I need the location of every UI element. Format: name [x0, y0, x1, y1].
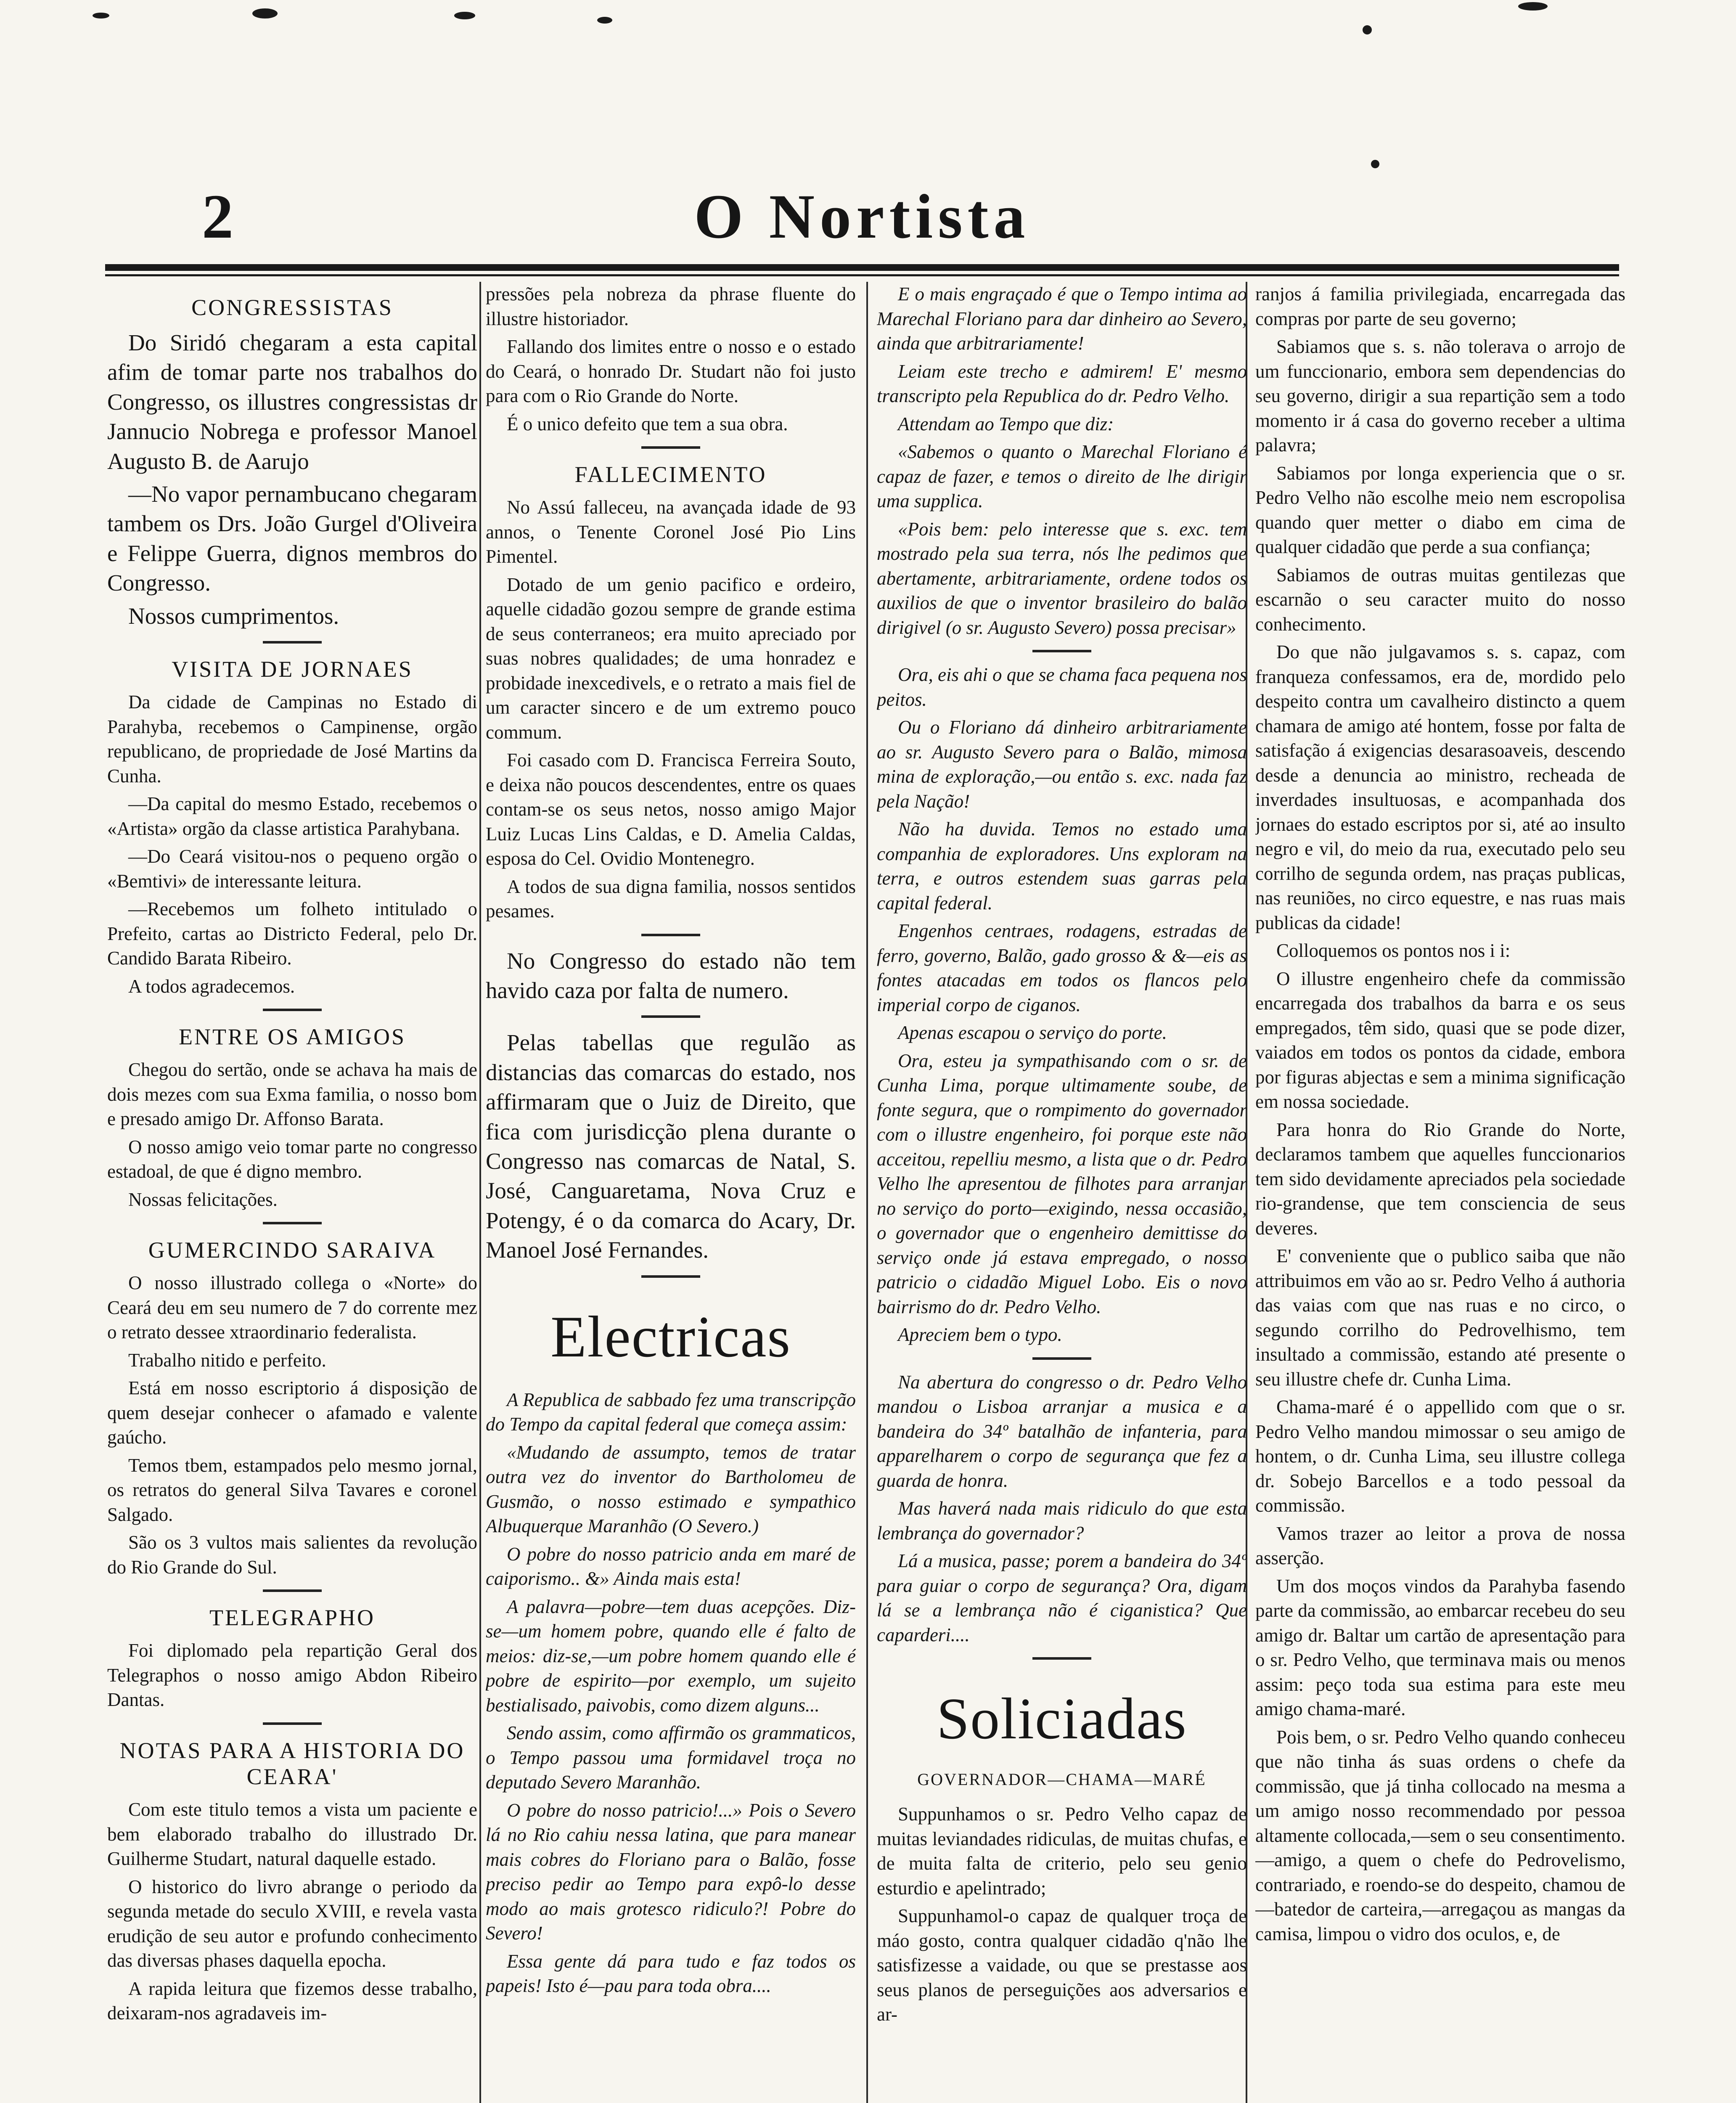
article-paragraph: Mas haverá nada mais ridiculo do que esta lembrança do governador? — [877, 1498, 1247, 1544]
column-4 — [1255, 282, 1625, 2103]
article-paragraph: Chama-maré é o appellido com que o sr. Pedro Velho mandou mimossar o seu amigo de hontem, o dr. Cunha Lima, seu illustre collega dr. Sobejo Barcellos e a todo pessoal da commissão. — [1255, 1396, 1625, 1516]
masthead-rule-thin — [105, 274, 1619, 276]
separator — [1032, 1657, 1091, 1660]
separator — [263, 1722, 322, 1725]
article-paragraph: A todos de sua digna familia, nossos sentidos pesames. — [486, 876, 856, 922]
section-heading-gumercindo: GUMERCINDO SARAIVA — [148, 1237, 437, 1263]
ink-speck — [1363, 25, 1372, 34]
article-paragraph: ranjos á familia privilegiada, encarregada das compras por parte de seu governo; — [1255, 283, 1625, 329]
section-heading-visita: VISITA DE JORNAES — [172, 657, 413, 682]
column-divider — [866, 282, 868, 2103]
article-paragraph: pressões pela nobreza da phrase fluente do illustre historiador. — [486, 283, 856, 329]
article-paragraph: Fallando dos limites entre o nosso e o estado do Ceará, o honrado Dr. Studart não foi justo para com o Rio Grande do Norte. — [486, 336, 856, 406]
article-paragraph: Suppunhamos o sr. Pedro Velho capaz de muitas leviandades ridiculas, de muitas chufas, e de muita falta de criterio, pelo seu genio esturdio e apelintrado; — [877, 1804, 1247, 1899]
masthead — [105, 182, 1619, 261]
article-paragraph: Ora, eis ahi o que se chama faca pequena nos peitos. — [877, 664, 1247, 710]
article-paragraph: O pobre do nosso patricio anda em maré de caiporismo.. &» Ainda mais esta! — [486, 1543, 856, 1589]
section-heading-notas: NOTAS PARA A HISTORIA DO CEARA' — [119, 1737, 465, 1789]
ink-speck — [597, 17, 612, 24]
article-paragraph: Está em nosso escriptorio á disposição de quem desejar conhecer o afamado e valente gaúcho. — [107, 1377, 477, 1448]
article-paragraph: Sabiamos que s. s. não tolerava o arrojo de um funccionario, embora sem dependencias do seu governo, dirigir a sua repartição sem a todo momento ir á casa do governo receber a ultima palavra; — [1255, 336, 1625, 456]
article-paragraph: No Assú falleceu, na avançada idade de 93 annos, o Tenente Coronel José Pio Lins Pimentel. — [486, 497, 856, 567]
article-paragraph: Suppunhamol-o capaz de qualquer troça de máo gosto, contra qualquer cidadão q'não lhe satisfizesse a vaidade, ou que se prestasse aos seus planos de perseguições aos adversarios e ar- — [877, 1905, 1247, 2025]
section-heading-congressistas: CONGRESSISTAS — [191, 295, 393, 320]
article-paragraph: O nosso amigo veio tomar parte no congresso estadoal, de que é digno membro. — [107, 1136, 477, 1182]
ink-speck — [1371, 160, 1379, 168]
separator — [641, 1015, 700, 1018]
article-paragraph: A todos agradecemos. — [128, 975, 295, 997]
article-paragraph: —Da capital do mesmo Estado, recebemos o «Artista» orgão da classe artistica Parahybana. — [107, 793, 477, 839]
article-paragraph: —Do Ceará visitou-nos o pequeno orgão o «Bemtivi» de interessante leitura. — [107, 846, 477, 892]
ink-speck — [252, 8, 278, 19]
article-paragraph: Com este titulo temos a vista um paciente e bem elaborado trabalho do illustrado Dr. Guilherme Studart, natural daquelle estado. — [107, 1799, 477, 1870]
article-paragraph: A rapida leitura que fizemos desse trabalho, deixaram-nos agradaveis im- — [107, 1978, 477, 2024]
separator — [263, 1589, 322, 1592]
article-paragraph: —No vapor pernambucano chegaram tambem os Drs. João Gurgel d'Oliveira e Felippe Guerra, dignos membros do Congresso. — [107, 481, 477, 596]
separator — [641, 446, 700, 449]
article-paragraph: O nosso illustrado collega o «Norte» do Ceará deu em seu numero de 7 do corrente mez o retrato dessee xtraordinario federalista. — [107, 1272, 477, 1343]
article-paragraph: «Pois bem: pelo interesse que s. exc. tem mostrado pela sua terra, nós lhe pedimos que abertamente, arbitrariamente, ordene todos os auxilios de que o inventor brasileiro do balão dirigivel (o sr. Augusto Severo) possa precisar» — [877, 518, 1247, 638]
section-heading-fallecimento: FALLECIMENTO — [574, 462, 767, 487]
article-paragraph: «Sabemos o quanto o Marechal Floriano é capaz de fazer, e temos o direito de lhe dirigir uma supplica. — [877, 441, 1247, 511]
column-3 — [877, 282, 1247, 2103]
article-paragraph: Sendo assim, como affirmão os grammaticos, o Tempo passou uma formidavel troça no deputado Severo Maranhão. — [486, 1722, 856, 1793]
article-paragraph: Chegou do sertão, onde se achava ha mais de dois mezes com sua Exma familia, o nosso bom e presado amigo Dr. Affonso Barata. — [107, 1059, 477, 1130]
article-paragraph: Vamos trazer ao leitor a prova de nossa asserção. — [1255, 1523, 1625, 1568]
article-paragraph: Temos tbem, estampados pelo mesmo jornal, os retratos do general Silva Tavares e coronel Salgado. — [107, 1454, 477, 1525]
article-paragraph: São os 3 vultos mais salientes da revolução do Rio Grande do Sul. — [107, 1532, 477, 1578]
article-paragraph: E o mais engraçado é que o Tempo intima ao Marechal Floriano para dar dinheiro ao Severo, ainda que arbitrariamente! — [877, 283, 1247, 354]
article-paragraph: Apenas escapou o serviço do porte. — [898, 1022, 1167, 1043]
article-paragraph: Pelas tabellas que regulão as distancias das comarcas do estado, nos affirmaram que o Juiz de Direito, que fica com jurisdicção plena durante o Congresso nas comarcas de Natal, S. José, Canguaretama, Nova Cruz e Potengy, é o da comarca do Acary, Dr. Manoel José Fernandes. — [486, 1030, 856, 1263]
article-paragraph: Sabiamos por longa experiencia que o sr. Pedro Velho não escolhe meio nem escropolisa quando quer metter o diabo em cima de qualquer cidadão que perde a sua confiança; — [1255, 462, 1625, 557]
article-paragraph: Nossos cumprimentos. — [128, 603, 339, 629]
article-paragraph: O pobre do nosso patricio!...» Pois o Severo lá no Rio cahiu nessa latina, que para manear mais cobres do Floriano para o Balão, fosse preciso pedir ao Tempo para expô-lo desse modo ao mais grotesco ridiculo?! Pobre do Severo! — [486, 1799, 856, 1944]
separator — [641, 1275, 700, 1278]
section-heading-telegrapho: TELEGRAPHO — [209, 1605, 375, 1631]
page-number: 2 — [202, 182, 233, 252]
article-paragraph: Um dos moços vindos da Parahyba fasendo parte da commissão, ao embarcar recebeu do seu amigo dr. Baltar um cartão de apresentação para o sr. Pedro Velho, que terminava mais ou menos assim: peço toda sua estima para este meu amigo chama-maré. — [1255, 1575, 1625, 1719]
article-paragraph: Attendam ao Tempo que diz: — [898, 413, 1114, 434]
article-paragraph: Na abertura do congresso o dr. Pedro Velho mandou o Lisboa arranjar a musica e a bandeira do 34º batalhão de infanteria, para apparelharem o corpo de segurança que fez a guarda de honra. — [877, 1371, 1247, 1491]
column-2 — [486, 282, 856, 2103]
separator — [1032, 1357, 1091, 1360]
article-paragraph: Sabiamos de outras muitas gentilezas que escarnão o seu caracter muito do nosso conhecimento. — [1255, 564, 1625, 635]
article-paragraph: O illustre engenheiro chefe da commissão encarregada dos trabalhos da barra e os seus empregados, têm sido, quasi que se pode dizer, vaiados em todos os pontos da cidade, embora por figuras abjectas e sem a minima significação em nossa sociedade. — [1255, 968, 1625, 1112]
separator — [1032, 650, 1091, 652]
article-paragraph: Da cidade de Campinas no Estado di Parahyba, recebemos o Campinense, orgão republicano, de propriedade de José Martins da Cunha. — [107, 691, 477, 787]
article-paragraph: E' conveniente que o publico saiba que não attribuimos em vão ao sr. Pedro Velho á authoria das vaias com que nas ruas e no circo, o segundo corrilho do Pedrovelhismo, tem insultado a commissão, estando até presente o seu illustre chefe dr. Cunha Lima. — [1255, 1245, 1625, 1390]
article-paragraph: Nossas felicitações. — [128, 1189, 278, 1210]
article-paragraph: Não ha duvida. Temos no estado uma companhia de exploradores. Uns exploram na terra, e outros estendem suas garras pela capital federal. — [877, 818, 1247, 914]
article-paragraph: Ou o Floriano dá dinheiro arbitrariamente ao sr. Augusto Severo para o Balão, mimosa mina de exploração,—ou então s. exc. nada faz pela Nação! — [877, 717, 1247, 812]
article-paragraph: Colloquemos os pontos nos i i: — [1276, 940, 1511, 961]
newspaper-title: O Nortista — [694, 182, 1030, 252]
article-paragraph: —Recebemos um folheto intitulado o Prefeito, cartas ao Districto Federal, pelo Dr. Candido Barata Ribeiro. — [107, 898, 477, 969]
article-paragraph: Trabalho nitido e perfeito. — [128, 1349, 326, 1371]
article-paragraph: Para honra do Rio Grande do Norte, declaramos tambem que aquelles funccionarios tem sido devidamente apreciados pela sociedade rio-grandense, que tem consciencia de seus deveres. — [1255, 1119, 1625, 1239]
article-paragraph: Foi casado com D. Francisca Ferreira Souto, e deixa não poucos descendentes, entre os quaes contam-se os seus netos, nosso amigo Major Luiz Lucas Lins Caldas, e D. Amelia Caldas, esposa do Cel. Ovidio Montenegro. — [486, 750, 856, 869]
article-paragraph: A palavra—pobre—tem duas acepções. Diz-se—um homem pobre, quando elle é falto de meios: diz-se,—um pobre homem quando elle é pobre de espirito—por exemplo, um sujeito bestialisado, paivobis, como dizem alguns... — [486, 1596, 856, 1716]
article-paragraph: A Republica de sabbado fez uma transcripção do Tempo da capital federal que começa assim: — [486, 1389, 856, 1435]
ink-speck — [454, 12, 475, 19]
article-paragraph: Do Siridó chegaram a esta capital afim de tomar parte nos trabalhos do Congresso, os illustres congressistas dr Jannucio Nobrega e professor Manoel Augusto B. de Aarujo — [107, 330, 477, 474]
article-paragraph: Dotado de um genio pacifico e ordeiro, aquelle cidadão gozou sempre de grande estima de seus conterraneos; era muito apreciado por suas nobres qualidades; de uma honradez e probidade inexcedivels, e o retrato a mais fiel de um caracter sincero e de um extremo pouco commum. — [486, 574, 856, 743]
article-paragraph: Ora, esteu ja sympathisando com o sr. de Cunha Lima, porque ultimamente soube, de fonte segura, que o rompimento do governador com o illustre engenheiro, foi porque este não acceitou, repelliu mesmo, a lista que o dr. Pedro Velho lhe apresentou de filhotes para arranjar no serviço do porto—exigindo, nessa occasião, o governador que o engenheiro demittisse do serviço onde já estava empregado, o nosso patricio o cidadão Miguel Lobo. Eis o novo bairrismo do dr. Pedro Velho. — [877, 1050, 1247, 1317]
separator — [263, 1222, 322, 1224]
ink-speck — [1518, 2, 1548, 11]
separator — [263, 1009, 322, 1011]
article-paragraph: Essa gente dá para tudo e faz todos os papeis! Isto é—pau para toda obra.... — [486, 1950, 856, 1996]
article-paragraph: Engenhos centraes, rodagens, estradas de ferro, governo, Balão, gado grosso & &—eis as fontes atacadas em todos os flancos pelo imperial corpo de ciganos. — [877, 920, 1247, 1015]
article-paragraph: Do que não julgavamos s. s. capaz, com franqueza confessamos, era de, mordido pelo despeito contra um cavalheiro distincto a quem chamara de amigo até hontem, fosse por falta de satisfação á exigencias desarasoaveis, descendo desde a denuncia ao ministro, recheada de inverdades insultuosas, e acompanhada dos jornaes do estado escriptos por si, até ao insulto negro e vil, do meio da rua, executado pelo seu corrilho de segunda ordem, nas praças publicas, nas reuniões, no circo equestre, e nas ruas mais publicas da cidade! — [1255, 641, 1625, 933]
section-heading-soliciadas: Soliciadas — [937, 1686, 1187, 1751]
article-paragraph: É o unico defeito que tem a sua obra. — [507, 413, 788, 434]
article-paragraph: O historico do livro abrange o periodo da segunda metade do seculo XVIII, e revela vasta erudição de seu autor e profundo conhecimento das diversas phases daquella epocha. — [107, 1876, 477, 1971]
article-paragraph: Leiam este trecho e admirem! E' mesmo transcripto pela Republica do dr. Pedro Velho. — [877, 360, 1247, 406]
article-paragraph: Pois bem, o sr. Pedro Velho quando conheceu que não tinha ás suas ordens o chefe da commissão, que já tinha collocado na mesma a um amigo nosso recommendado por pessoa altamente collocada,—sem o seu consentimento.—amigo, a quem o chefe do Pedrovelismo, contrariado, e roendo-se do despeito, chamou de—batedor de carteira,—arregaçou as mangas da camisa, limpou o vidro dos oculos, e, de — [1255, 1726, 1625, 1944]
article-paragraph: Lá a musica, passe; porem a bandeira do 34º para guiar o corpo de segurança? Ora, digam lá se a lembrança não é ciganistica? Que caparderi.... — [877, 1550, 1247, 1645]
masthead-rule — [105, 264, 1619, 271]
separator — [263, 641, 322, 644]
article-paragraph: «Mudando de assumpto, temos de tratar outra vez do inventor do Bartholomeu de Gusmão, o nosso estimado e sympathico Albuquerque Maranhão (O Severo.) — [486, 1441, 856, 1536]
section-subheading: GOVERNADOR—CHAMA—MARÉ — [917, 1770, 1207, 1789]
article-paragraph: Foi diplomado pela repartição Geral dos Telegraphos o nosso amigo Abdon Ribeiro Dantas. — [107, 1640, 477, 1711]
ink-speck — [93, 13, 109, 19]
article-paragraph: No Congresso do estado não tem havido caza por falta de numero. — [486, 948, 856, 1003]
article-paragraph: Apreciem bem o typo. — [898, 1324, 1062, 1345]
column-divider — [479, 282, 481, 2103]
section-heading-electricas: Electricas — [550, 1304, 791, 1369]
separator — [641, 934, 700, 936]
section-heading-amigos: ENTRE OS AMIGOS — [178, 1024, 406, 1050]
column-1 — [107, 282, 477, 2103]
